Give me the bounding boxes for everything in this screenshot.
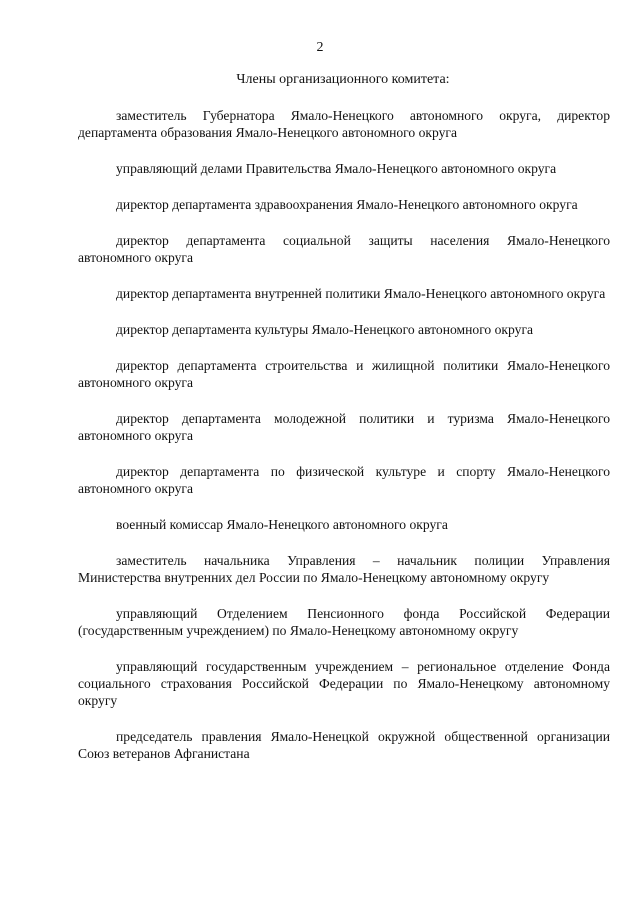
member-entry: управляющий Отделением Пенсионного фонда Российской Федерации (государственным учреждением) по Ямало-Ненецкому автономному округу xyxy=(78,606,610,638)
member-entry: директор департамента строительства и жилищной политики Ямало-Ненецкого автономного округа xyxy=(78,358,610,390)
members-list xyxy=(78,107,610,781)
member-entry: заместитель Губернатора Ямало-Ненецкого автономного округа, директор департамента образования Ямало-Ненецкого автономного округа xyxy=(78,108,610,140)
member-entry: председатель правления Ямало-Ненецкой окружной общественной организации Союз ветеранов Афганистана xyxy=(78,729,610,761)
member-entry: военный комиссар Ямало-Ненецкого автономного округа xyxy=(116,517,448,532)
page-number: 2 xyxy=(316,40,324,55)
member-entry: директор департамента культуры Ямало-Ненецкого автономного округа xyxy=(116,322,534,337)
member-entry: директор департамента по физической культуре и спорту Ямало-Ненецкого автономного округа xyxy=(78,464,610,496)
member-entry: директор департамента внутренней политики Ямало-Ненецкого автономного округа xyxy=(116,286,606,301)
member-entry: управляющий делами Правительства Ямало-Ненецкого автономного округа xyxy=(116,161,557,176)
page-title: Члены организационного комитета: xyxy=(236,72,450,87)
member-entry: директор департамента молодежной политики и туризма Ямало-Ненецкого автономного округа xyxy=(78,411,610,443)
member-entry: управляющий государственным учреждением – региональное отделение Фонда социального страхования Российской Федерации по Ямало-Ненецкому автономному округу xyxy=(78,659,610,708)
member-entry: директор департамента здравоохранения Ямало-Ненецкого автономного округа xyxy=(116,197,578,212)
member-entry: директор департамента социальной защиты населения Ямало-Ненецкого автономного округа xyxy=(78,233,610,265)
member-entry: заместитель начальника Управления – начальник полиции Управления Министерства внутренних дел России по Ямало-Ненецкому автономному округу xyxy=(78,553,610,585)
